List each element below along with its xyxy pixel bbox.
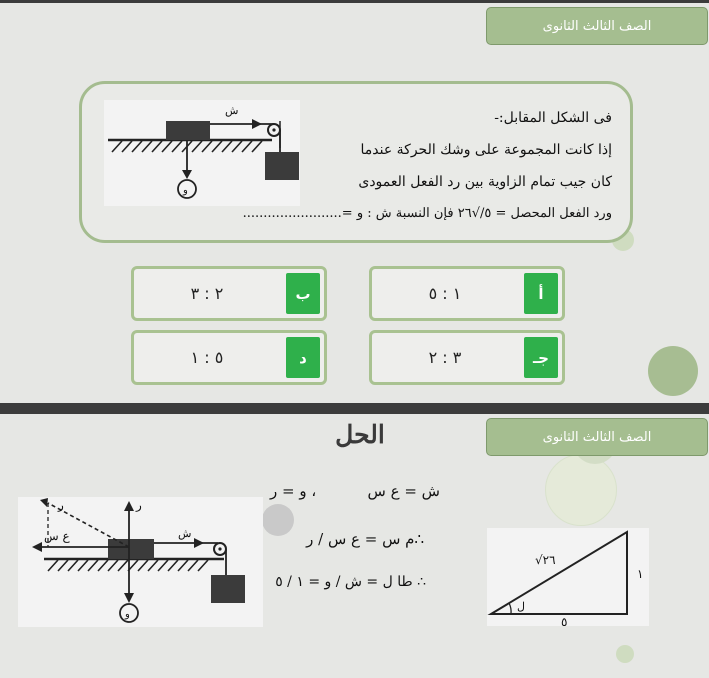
decor-circle <box>262 504 294 536</box>
opposite-label: ١ <box>637 567 644 581</box>
slide-separator <box>0 403 709 414</box>
option-c[interactable] <box>369 330 565 385</box>
option-b-key: ب <box>286 273 320 314</box>
triangle-figure <box>487 528 649 626</box>
option-c-value: ٣ : ٢ <box>428 348 462 367</box>
angle-label: ل <box>517 600 525 613</box>
question-line: كان جيب تمام الزاوية بين رد الفعل العمودى <box>358 174 612 190</box>
triangle-diagram <box>487 528 649 626</box>
grade-tag <box>486 418 708 456</box>
force-diagram <box>18 497 263 627</box>
decor-circle <box>648 346 698 396</box>
option-a-key: أ <box>524 273 558 314</box>
normal-label: ر <box>136 498 142 512</box>
question-line: فى الشكل المقابل:- <box>494 110 612 126</box>
hypotenuse-label: √٢٦ <box>535 553 556 567</box>
pulley-diagram <box>104 100 300 206</box>
option-a-value: ١ : ٥ <box>428 284 462 303</box>
equation-weight: ، و = ر <box>270 482 317 500</box>
weight-label: و <box>183 185 188 196</box>
grade-tag <box>486 7 708 45</box>
force-figure <box>18 497 263 627</box>
question-line: إذا كانت المجموعة على وشك الحركة عندما <box>360 142 612 158</box>
tension-label: ش <box>225 104 239 117</box>
question-line: ورد الفعل المحصل = ٥/√٢٦ فإن النسبة ش : و =........................ <box>242 206 612 221</box>
adjacent-label: ٥ <box>561 615 568 626</box>
question-text <box>242 102 612 230</box>
decor-circle <box>616 645 634 663</box>
equation-tension: ش = ع س <box>367 482 440 500</box>
friction-label: ع س <box>44 529 70 543</box>
option-d-key: د <box>286 337 320 378</box>
resultant-label: ر <box>58 498 64 512</box>
option-a[interactable] <box>369 266 565 321</box>
equation-line-2: ∴م س = ع س / ر <box>306 530 424 548</box>
weight-label: و <box>125 609 130 620</box>
decor-circle <box>545 454 617 526</box>
option-b[interactable] <box>131 266 327 321</box>
pulley-figure <box>104 100 300 206</box>
equation-line-1 <box>266 482 440 506</box>
question-box <box>79 81 633 243</box>
option-c-key: جـ <box>524 337 558 378</box>
option-d-value: ٥ : ١ <box>190 348 224 367</box>
option-d[interactable] <box>131 330 327 385</box>
tension-label: ش <box>178 527 192 540</box>
solution-title: الحل <box>335 420 385 449</box>
grade-tag-label: الصف الثالث الثانوى <box>542 18 652 34</box>
equation-line-3: ∴ طا ل = ش / و = ١ / ٥ <box>275 574 426 590</box>
grade-tag-label: الصف الثالث الثانوى <box>542 429 652 445</box>
option-b-value: ٢ : ٣ <box>190 284 224 303</box>
